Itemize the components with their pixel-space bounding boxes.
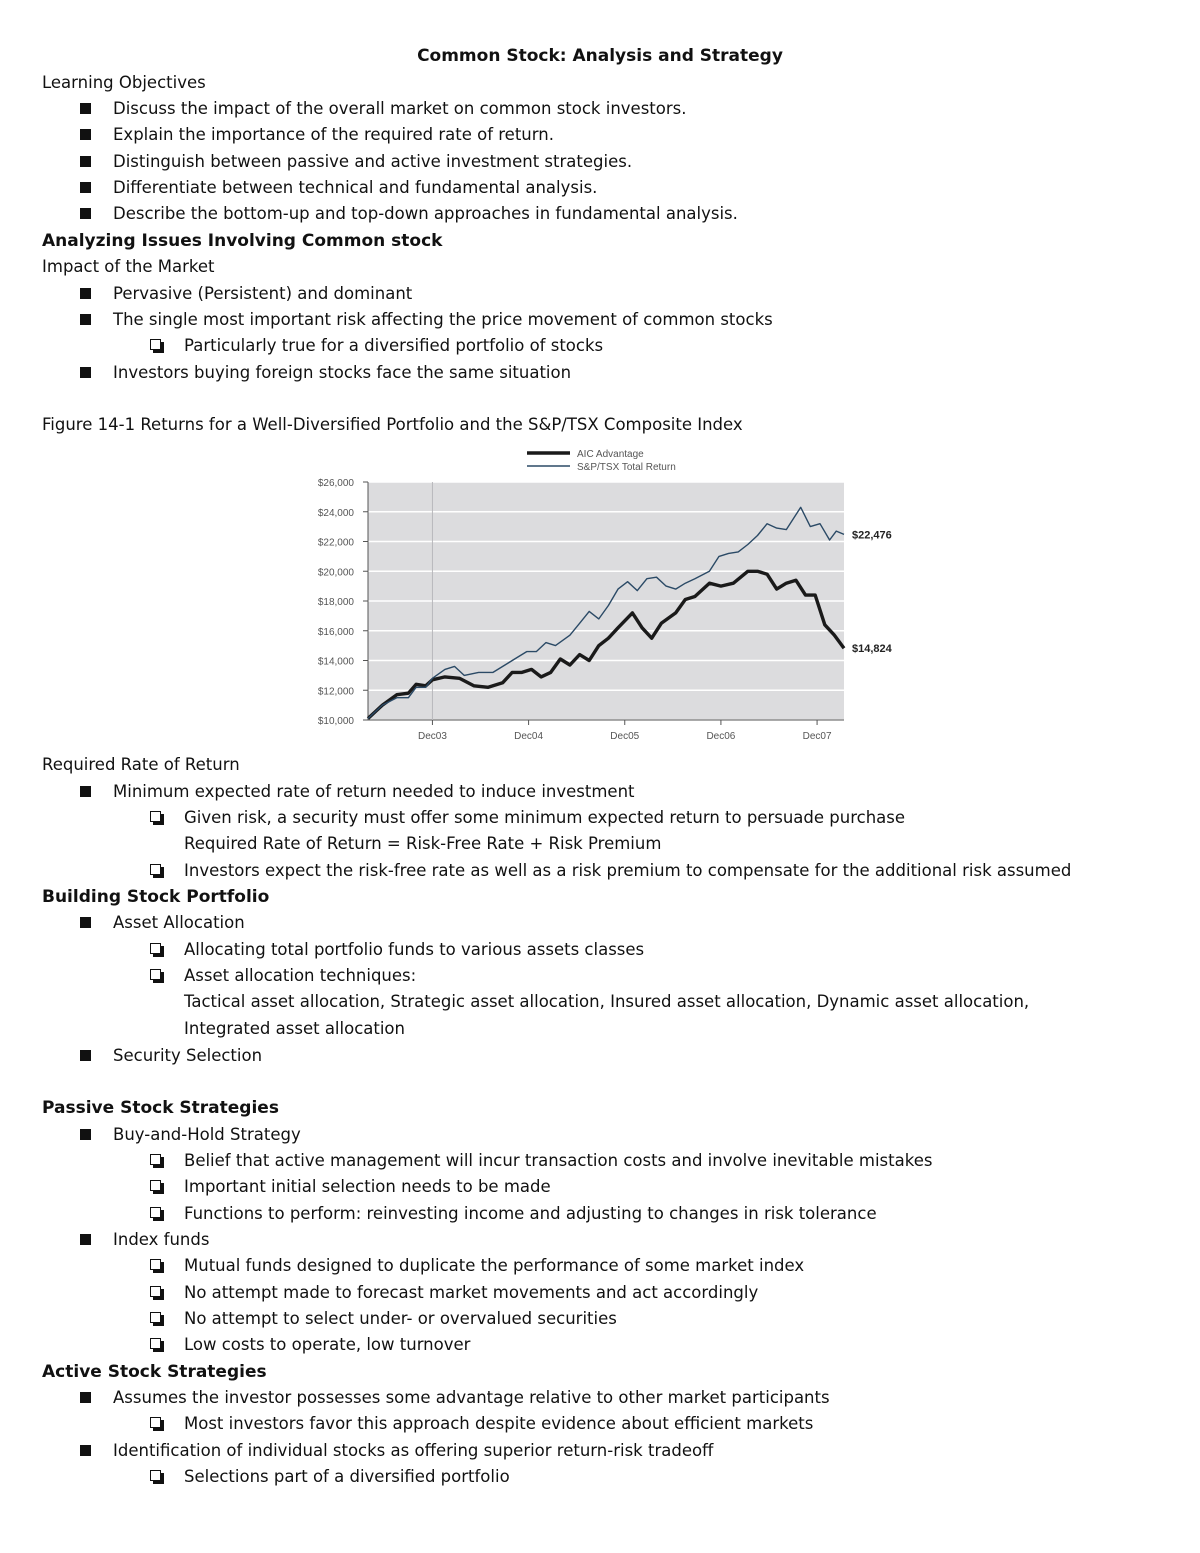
square-bullet-icon	[80, 1050, 91, 1061]
list-item: Minimum expected rate of return needed to induce investment	[113, 779, 635, 805]
square-bullet-icon	[80, 156, 91, 167]
list-item: The single most important risk affecting the price movement of common stocks	[113, 307, 773, 333]
sub-list-item: Functions to perform: reinvesting income and adjusting to changes in risk tolerance	[184, 1201, 877, 1227]
y-tick-label: $26,000	[317, 478, 354, 489]
y-tick-label: $16,000	[317, 626, 354, 638]
x-tick-label: Dec03	[417, 731, 447, 742]
sub-list-item: No attempt to select under- or overvalued securities	[184, 1306, 617, 1332]
y-tick-label: $18,000	[317, 597, 354, 608]
learning-objectives-label: Learning Objectives	[42, 73, 206, 92]
x-tick-label: Dec06	[706, 731, 736, 742]
legend-label: AIC Advantage	[577, 449, 644, 460]
sub-list-item: Allocating total portfolio funds to various assets classes	[184, 937, 644, 963]
shadow-box-bullet-icon	[150, 1312, 161, 1323]
square-bullet-icon	[80, 182, 91, 193]
list-item: Assumes the investor possesses some advantage relative to other market participants	[113, 1385, 830, 1411]
sub-list-item: Belief that active management will incur transaction costs and involve inevitable mistakes	[184, 1148, 932, 1174]
end-value-label: $14,824	[852, 643, 892, 656]
shadow-box-bullet-icon	[150, 1259, 161, 1270]
square-bullet-icon	[80, 1445, 91, 1456]
subheading-impact-of-market: Impact of the Market	[42, 257, 215, 276]
list-item: Investors buying foreign stocks face the same situation	[113, 360, 571, 386]
learning-objective-item: Describe the bottom-up and top-down approaches in fundamental analysis.	[113, 201, 738, 227]
sub-list-item: Important initial selection needs to be made	[184, 1174, 551, 1200]
formula-line: Required Rate of Return = Risk-Free Rate + Risk Premium	[184, 834, 662, 853]
shadow-box-bullet-icon	[150, 1180, 161, 1191]
square-bullet-icon	[80, 288, 91, 299]
shadow-box-bullet-icon	[150, 1338, 161, 1349]
sub-list-item: Selections part of a diversified portfolio	[184, 1464, 510, 1490]
sub-list-item: Particularly true for a diversified portfolio of stocks	[184, 333, 603, 359]
shadow-box-bullet-icon	[150, 1286, 161, 1297]
y-tick-label: $22,000	[317, 537, 354, 549]
learning-objective-item: Differentiate between technical and fundamental analysis.	[113, 175, 597, 201]
y-tick-label: $14,000	[317, 656, 354, 668]
square-bullet-icon	[80, 208, 91, 219]
list-item: Security Selection	[113, 1043, 262, 1069]
sub-list-item: Mutual funds designed to duplicate the performance of some market index	[184, 1253, 804, 1279]
list-item: Pervasive (Persistent) and dominant	[113, 281, 412, 307]
square-bullet-icon	[80, 917, 91, 928]
figure-caption: Figure 14-1 Returns for a Well-Diversified Portfolio and the S&P/TSX Composite Index	[42, 415, 743, 434]
list-item: Index funds	[113, 1227, 209, 1253]
shadow-box-bullet-icon	[150, 811, 161, 822]
shadow-box-bullet-icon	[150, 1207, 161, 1218]
continuation-line: Integrated asset allocation	[184, 1019, 405, 1038]
y-tick-label: $24,000	[317, 507, 354, 519]
x-tick-label: Dec05	[610, 731, 640, 742]
legend-label: S&P/TSX Total Return	[577, 462, 676, 473]
square-bullet-icon	[80, 314, 91, 325]
x-tick-label: Dec04	[514, 731, 544, 742]
learning-objective-item: Discuss the impact of the overall market on common stock investors.	[113, 96, 686, 122]
y-tick-label: $20,000	[317, 567, 354, 579]
sub-list-item: Most investors favor this approach despite evidence about efficient markets	[184, 1411, 813, 1437]
list-item: Identification of individual stocks as offering superior return-risk tradeoff	[113, 1438, 713, 1464]
learning-objective-item: Distinguish between passive and active investment strategies.	[113, 149, 632, 175]
sub-list-item: Asset allocation techniques:	[184, 963, 416, 989]
square-bullet-icon	[80, 1234, 91, 1245]
sub-list-item: Low costs to operate, low turnover	[184, 1332, 470, 1358]
continuation-line: Tactical asset allocation, Strategic asset allocation, Insured asset allocation, Dynamic asset allocation,	[184, 992, 1030, 1011]
subheading-required-rate: Required Rate of Return	[42, 755, 240, 774]
learning-objective-item: Explain the importance of the required rate of return.	[113, 122, 554, 148]
sub-list-item: Given risk, a security must offer some minimum expected return to persuade purchase	[184, 805, 905, 831]
square-bullet-icon	[80, 103, 91, 114]
sub-list-item: Investors expect the risk-free rate as well as a risk premium to compensate for the additional risk assumed	[184, 858, 1071, 884]
section-heading-passive: Passive Stock Strategies	[42, 1098, 279, 1118]
shadow-box-bullet-icon	[150, 943, 161, 954]
y-tick-label: $10,000	[317, 716, 354, 727]
page-title: Common Stock: Analysis and Strategy	[417, 46, 783, 66]
end-value-label: $22,476	[852, 529, 892, 542]
shadow-box-bullet-icon	[150, 969, 161, 980]
x-tick-label: Dec07	[802, 731, 832, 742]
shadow-box-bullet-icon	[150, 1154, 161, 1165]
shadow-box-bullet-icon	[150, 864, 161, 875]
square-bullet-icon	[80, 1129, 91, 1140]
returns-line-chart	[300, 444, 910, 749]
square-bullet-icon	[80, 129, 91, 140]
square-bullet-icon	[80, 367, 91, 378]
list-item: Asset Allocation	[113, 910, 245, 936]
shadow-box-bullet-icon	[150, 1470, 161, 1481]
square-bullet-icon	[80, 1392, 91, 1403]
section-heading-building: Building Stock Portfolio	[42, 887, 270, 907]
section-heading-analyzing: Analyzing Issues Involving Common stock	[42, 231, 443, 251]
sub-list-item: No attempt made to forecast market movements and act accordingly	[184, 1280, 758, 1306]
section-heading-active: Active Stock Strategies	[42, 1362, 267, 1382]
y-tick-label: $12,000	[317, 686, 354, 698]
square-bullet-icon	[80, 786, 91, 797]
shadow-box-bullet-icon	[150, 1417, 161, 1428]
list-item: Buy-and-Hold Strategy	[113, 1122, 301, 1148]
shadow-box-bullet-icon	[150, 339, 161, 350]
